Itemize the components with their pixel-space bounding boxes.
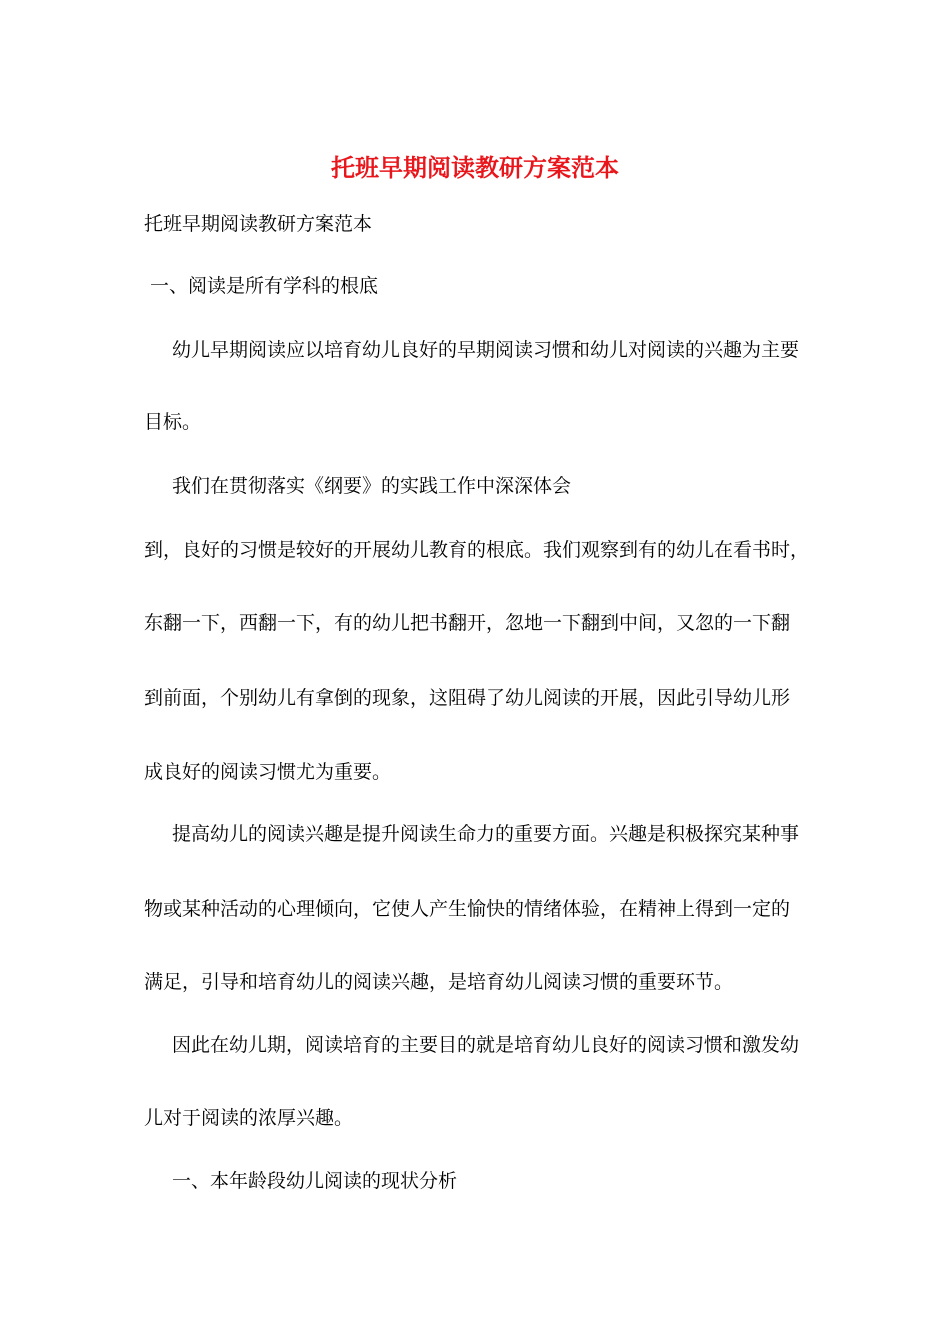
paragraph-line: 儿对于阅读的浓厚兴趣。 bbox=[144, 1107, 354, 1129]
section-heading-1: 一、阅读是所有学科的根底 bbox=[150, 275, 379, 297]
page-title: 托班早期阅读教研方案范本 bbox=[331, 153, 619, 182]
paragraph-line: 到，良好的习惯是较好的开展幼儿教育的根底。我们观察到有的幼儿在看书时， bbox=[144, 539, 810, 561]
section-heading-2: 一、本年龄段幼儿阅读的现状分析 bbox=[172, 1170, 458, 1192]
paragraph-line: 幼儿早期阅读应以培育幼儿良好的早期阅读习惯和幼儿对阅读的兴趣为主要 bbox=[172, 339, 800, 361]
paragraph-line: 东翻一下，西翻一下，有的幼儿把书翻开，忽地一下翻到中间，又忽的一下翻 bbox=[144, 612, 791, 634]
subtitle-line: 托班早期阅读教研方案范本 bbox=[144, 213, 373, 235]
paragraph-line: 成良好的阅读习惯尤为重要。 bbox=[144, 761, 392, 783]
paragraph-line: 到前面，个别幼儿有拿倒的现象，这阻碍了幼儿阅读的开展，因此引导幼儿形 bbox=[144, 687, 791, 709]
paragraph-line: 提高幼儿的阅读兴趣是提升阅读生命力的重要方面。兴趣是积极探究某种事 bbox=[172, 823, 800, 845]
paragraph-line: 满足，引导和培育幼儿的阅读兴趣，是培育幼儿阅读习惯的重要环节。 bbox=[144, 971, 734, 993]
paragraph-line: 我们在贯彻落实《纲要》的实践工作中深深体会 bbox=[172, 475, 572, 497]
paragraph-line: 因此在幼儿期，阅读培育的主要目的就是培育幼儿良好的阅读习惯和激发幼 bbox=[172, 1034, 800, 1056]
paragraph-line: 目标。 bbox=[144, 411, 202, 433]
paragraph-line: 物或某种活动的心理倾向，它使人产生愉快的情绪体验，在精神上得到一定的 bbox=[144, 898, 791, 920]
